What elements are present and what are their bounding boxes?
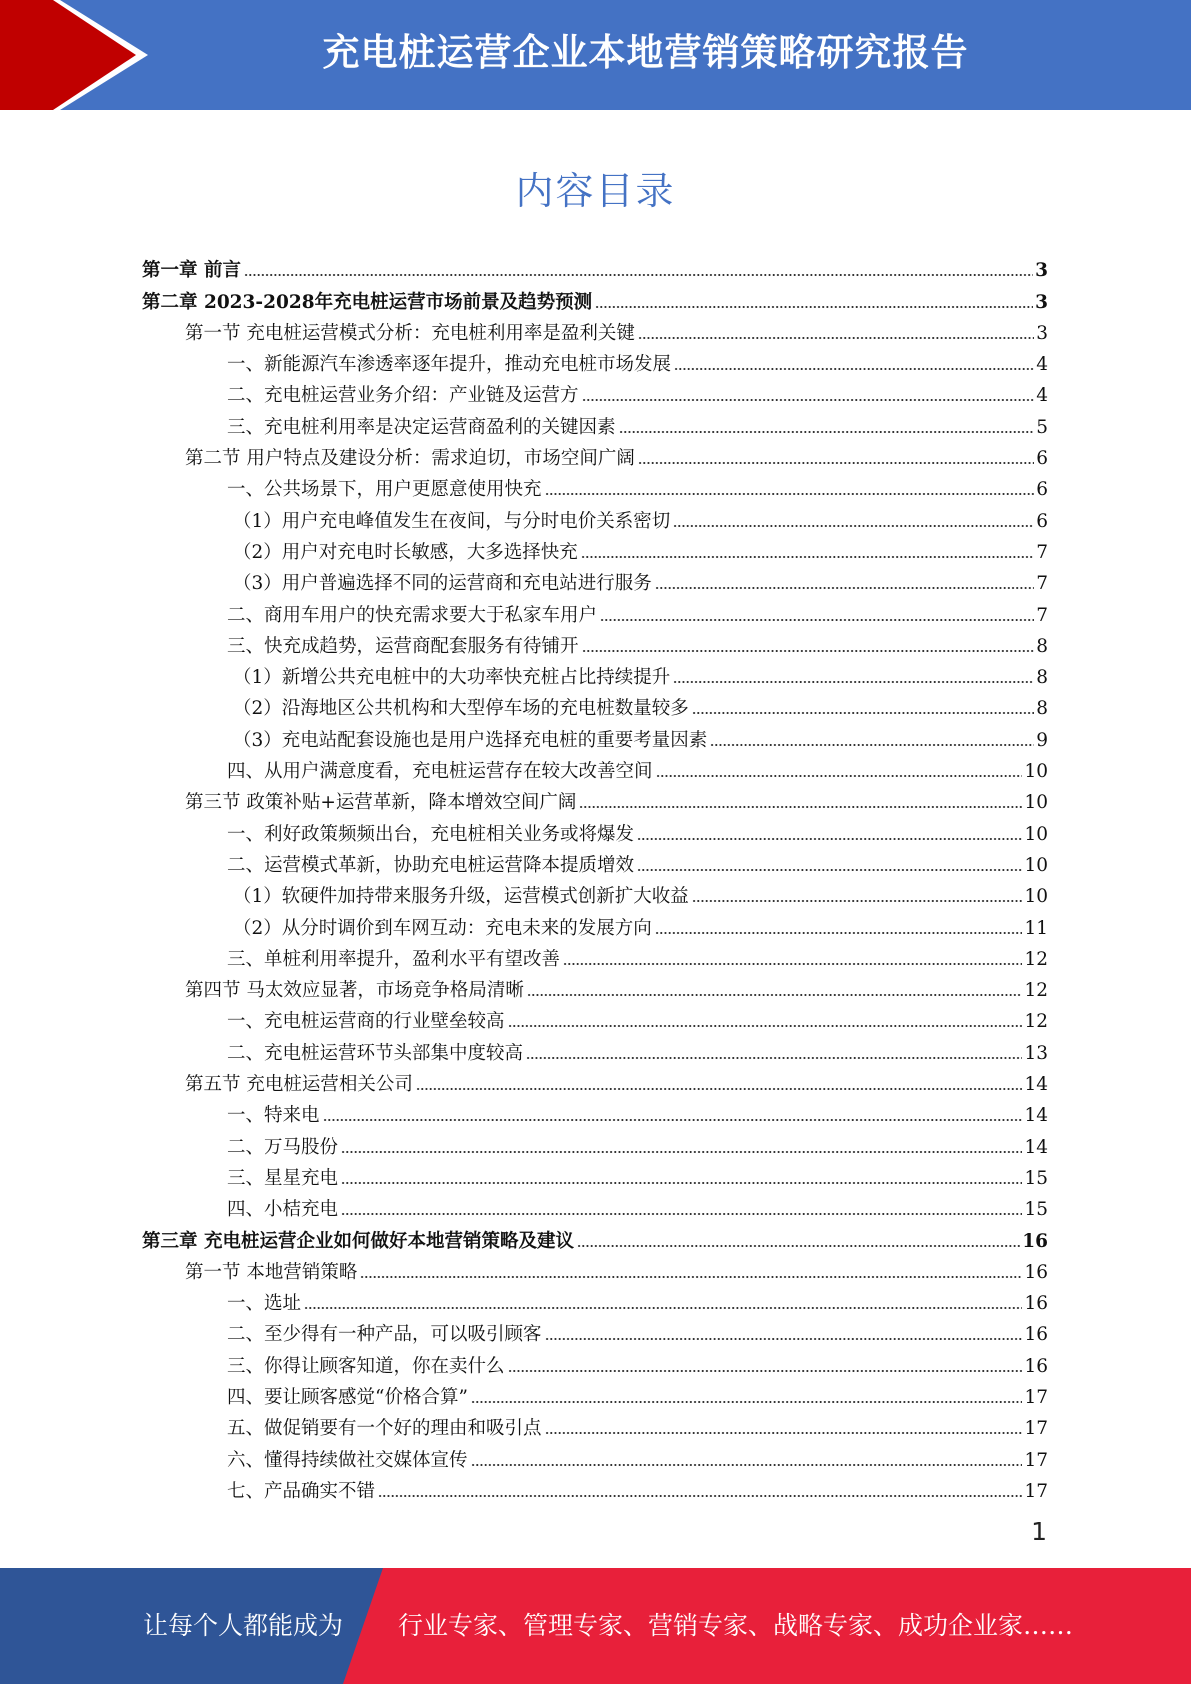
toc-entry[interactable] <box>142 1255 1048 1286</box>
toc-entry-page: 3 <box>1035 260 1048 282</box>
toc-entry[interactable] <box>142 409 1048 440</box>
dot-leader <box>581 555 1034 559</box>
dot-leader <box>619 430 1035 434</box>
dot-leader <box>416 1087 1023 1091</box>
toc-entry-text: 四、从用户满意度看，充电桩运营存在较大改善空间 <box>227 761 653 783</box>
toc-entry-page: 7 <box>1036 604 1048 626</box>
toc-entry[interactable] <box>142 1192 1048 1223</box>
toc-heading: 内容目录 <box>515 169 676 213</box>
toc-entry-text: 四、要让顾客感觉“价格合算” <box>227 1386 468 1408</box>
toc-entry-page: 10 <box>1024 886 1048 908</box>
toc-entry-text: 第五节 充电桩运营相关公司 <box>185 1074 413 1096</box>
toc-entry[interactable] <box>142 629 1048 660</box>
dot-leader <box>378 1494 1022 1498</box>
dot-leader <box>655 931 1023 935</box>
dot-leader <box>545 492 1035 496</box>
toc-entry-page: 4 <box>1036 385 1048 407</box>
toc-entry-text: 一、特来电 <box>227 1105 320 1127</box>
toc-entry-page: 15 <box>1024 1167 1048 1189</box>
toc-entry[interactable] <box>142 441 1048 472</box>
dot-leader <box>341 1181 1022 1185</box>
toc-entry-text: 一、公共场景下，用户更愿意使用快充 <box>227 479 542 501</box>
toc-entry-page: 10 <box>1024 761 1048 783</box>
toc-entry-page: 6 <box>1036 479 1048 501</box>
toc-entry-text: （1）新增公共充电桩中的大功率快充桩占比持续提升 <box>233 667 671 689</box>
toc-entry-page: 16 <box>1024 1293 1048 1315</box>
toc-entry[interactable] <box>142 1035 1048 1066</box>
dot-leader <box>673 680 1034 684</box>
dot-leader <box>508 1024 1023 1028</box>
toc-entry-text: 第三节 政策补贴+运营革新，降本增效空间广阔 <box>185 792 577 814</box>
toc-entry-page: 12 <box>1024 980 1048 1002</box>
toc-entry-text: 二、充电桩运营环节头部集中度较高 <box>227 1042 524 1064</box>
toc-entry[interactable] <box>142 1223 1048 1254</box>
toc-entry[interactable] <box>142 785 1048 816</box>
toc-entry-text: 第一节 本地营销策略 <box>185 1261 358 1283</box>
toc-entry[interactable] <box>142 378 1048 409</box>
toc-entry[interactable] <box>142 1411 1048 1442</box>
dot-leader <box>545 1431 1023 1435</box>
toc-entry[interactable] <box>142 879 1048 910</box>
toc-entry-text: 二、至少得有一种产品，可以吸引顾客 <box>227 1324 542 1346</box>
toc-entry-page: 16 <box>1024 1324 1048 1346</box>
toc-entry-page: 8 <box>1036 667 1048 689</box>
toc-entry-text: 第一节 充电桩运营模式分析：充电桩利用率是盈利关键 <box>185 322 635 344</box>
toc-entry-text: 六、懂得持续做社交媒体宣传 <box>227 1449 468 1471</box>
table-of-contents <box>142 253 1048 1505</box>
dot-leader <box>582 398 1035 402</box>
page-number: 1 <box>1031 1517 1047 1546</box>
toc-entry[interactable] <box>142 1004 1048 1035</box>
toc-entry[interactable] <box>142 253 1048 284</box>
toc-entry-page: 3 <box>1036 322 1048 344</box>
toc-entry-text: 一、利好政策频频出台，充电桩相关业务或将爆发 <box>227 823 635 845</box>
dot-leader <box>563 962 1022 966</box>
toc-entry[interactable] <box>142 910 1048 941</box>
dot-leader <box>508 1369 1023 1373</box>
toc-entry-text: 一、选址 <box>227 1293 302 1315</box>
toc-entry-page: 14 <box>1024 1136 1048 1158</box>
toc-entry-page: 12 <box>1024 948 1048 970</box>
toc-entry[interactable] <box>142 1067 1048 1098</box>
toc-entry-page: 16 <box>1024 1261 1048 1283</box>
dot-leader <box>526 1056 1022 1060</box>
toc-entry-page: 10 <box>1024 854 1048 876</box>
toc-entry-text: （3）用户普遍选择不同的运营商和充电站进行服务 <box>233 573 652 595</box>
dot-leader <box>655 586 1034 590</box>
toc-entry-page: 10 <box>1024 792 1048 814</box>
dot-leader <box>341 1212 1022 1216</box>
dot-leader <box>637 837 1022 841</box>
dot-leader <box>710 743 1034 747</box>
toc-entry-text: 二、运营模式革新，协助充电桩运营降本提质增效 <box>227 854 635 876</box>
toc-entry[interactable] <box>142 1129 1048 1160</box>
toc-entry-page: 17 <box>1024 1480 1048 1502</box>
toc-entry[interactable] <box>142 848 1048 879</box>
toc-entry-text: 三、单桩利用率提升，盈利水平有望改善 <box>227 948 561 970</box>
toc-entry-text: 四、小桔充电 <box>227 1199 339 1221</box>
toc-entry[interactable] <box>142 1474 1048 1505</box>
toc-entry-text: 第一章 前言 <box>142 260 241 282</box>
toc-entry[interactable] <box>142 347 1048 378</box>
toc-entry-page: 7 <box>1036 573 1048 595</box>
toc-entry[interactable] <box>142 316 1048 347</box>
toc-entry-page: 16 <box>1024 1355 1048 1377</box>
toc-entry-page: 15 <box>1024 1199 1048 1221</box>
toc-entry-text: 二、充电桩运营业务介绍：产业链及运营方 <box>227 385 579 407</box>
toc-entry[interactable] <box>142 1317 1048 1348</box>
dot-leader <box>692 711 1034 715</box>
toc-entry-page: 3 <box>1035 291 1048 313</box>
dot-leader <box>638 336 1034 340</box>
toc-entry-text: （2）从分时调价到车网互动：充电未来的发展方向 <box>233 917 652 939</box>
toc-entry[interactable] <box>142 1442 1048 1473</box>
toc-entry-page: 13 <box>1024 1042 1048 1064</box>
dot-leader <box>527 993 1023 997</box>
toc-entry-text: （1）软硬件加持带来服务升级，运营模式创新扩大收益 <box>233 886 689 908</box>
toc-entry-page: 8 <box>1036 635 1048 657</box>
toc-entry[interactable] <box>142 754 1048 785</box>
toc-entry-page: 9 <box>1036 729 1048 751</box>
footer-slogan-left: 让每个人都能成为 <box>143 1611 344 1640</box>
toc-entry[interactable] <box>142 597 1048 628</box>
toc-entry-text: （2）沿海地区公共机构和大型停车场的充电桩数量较多 <box>233 698 689 720</box>
dot-leader <box>674 367 1034 371</box>
toc-entry-text: 第二节 用户特点及建设分析：需求迫切，市场空间广阔 <box>185 448 635 470</box>
dot-leader <box>341 1150 1022 1154</box>
toc-entry-text: 二、万马股份 <box>227 1136 339 1158</box>
toc-entry-page: 16 <box>1022 1230 1048 1252</box>
dot-leader <box>638 461 1034 465</box>
toc-entry-page: 6 <box>1036 510 1048 532</box>
toc-entry[interactable] <box>142 503 1048 534</box>
dot-leader <box>595 305 1033 309</box>
dot-leader <box>304 1306 1022 1310</box>
toc-entry-text: 三、星星充电 <box>227 1167 339 1189</box>
toc-entry-page: 17 <box>1024 1418 1048 1440</box>
red-arrow-decoration <box>0 0 150 110</box>
toc-entry-text: 第三章 充电桩运营企业如何做好本地营销策略及建议 <box>142 1230 574 1252</box>
toc-entry[interactable] <box>142 1098 1048 1129</box>
dot-leader <box>637 868 1022 872</box>
toc-entry-text: 一、充电桩运营商的行业壁垒较高 <box>227 1011 505 1033</box>
toc-entry[interactable] <box>142 973 1048 1004</box>
toc-entry-page: 10 <box>1024 823 1048 845</box>
dot-leader <box>244 273 1033 277</box>
footer-banner <box>0 1568 1191 1684</box>
dot-leader <box>360 1275 1022 1279</box>
toc-entry[interactable] <box>142 942 1048 973</box>
toc-entry-text: 二、商用车用户的快充需求要大于私家车用户 <box>227 604 598 626</box>
report-title: 充电桩运营企业本地营销策略研究报告 <box>322 31 969 74</box>
toc-entry-text: 三、你得让顾客知道，你在卖什么 <box>227 1355 505 1377</box>
toc-entry[interactable] <box>142 1348 1048 1379</box>
toc-entry[interactable] <box>142 660 1048 691</box>
dot-leader <box>471 1400 1023 1404</box>
dot-leader <box>692 899 1023 903</box>
dot-leader <box>656 774 1023 778</box>
toc-entry-text: 五、做促销要有一个好的理由和吸引点 <box>227 1418 542 1440</box>
toc-entry-page: 4 <box>1036 354 1048 376</box>
dot-leader <box>471 1463 1023 1467</box>
toc-entry-page: 7 <box>1036 541 1048 563</box>
toc-entry-text: 三、快充成趋势，运营商配套服务有待铺开 <box>227 635 579 657</box>
toc-entry-page: 17 <box>1024 1386 1048 1408</box>
dot-leader <box>579 805 1022 809</box>
toc-entry-page: 11 <box>1024 917 1048 939</box>
toc-entry[interactable] <box>142 722 1048 753</box>
footer-slogan-right: 行业专家、管理专家、营销专家、战略专家、成功企业家…… <box>398 1611 1074 1640</box>
toc-entry-page: 14 <box>1024 1105 1048 1127</box>
toc-entry[interactable] <box>142 691 1048 722</box>
toc-entry-page: 14 <box>1024 1074 1048 1096</box>
toc-entry-page: 5 <box>1036 416 1048 438</box>
toc-entry[interactable] <box>142 1286 1048 1317</box>
toc-entry[interactable] <box>142 566 1048 597</box>
toc-entry-page: 6 <box>1036 448 1048 470</box>
toc-entry[interactable] <box>142 535 1048 566</box>
toc-entry[interactable] <box>142 816 1048 847</box>
dot-leader <box>600 618 1034 622</box>
toc-entry-page: 8 <box>1036 698 1048 720</box>
dot-leader <box>582 649 1035 653</box>
toc-entry-text: （2）用户对充电时长敏感，大多选择快充 <box>233 541 578 563</box>
toc-entry-text: 七、产品确实不错 <box>227 1480 376 1502</box>
toc-entry[interactable] <box>142 284 1048 315</box>
toc-entry-text: （3）充电站配套设施也是用户选择充电桩的重要考量因素 <box>233 729 708 751</box>
toc-entry-page: 17 <box>1024 1449 1048 1471</box>
toc-entry-text: 一、新能源汽车渗透率逐年提升，推动充电桩市场发展 <box>227 354 672 376</box>
toc-entry-text: 三、充电桩利用率是决定运营商盈利的关键因素 <box>227 416 616 438</box>
toc-entry-text: 第四节 马太效应显著，市场竞争格局清晰 <box>185 980 524 1002</box>
dot-leader <box>323 1118 1023 1122</box>
toc-entry[interactable] <box>142 1161 1048 1192</box>
dot-leader <box>673 524 1034 528</box>
dot-leader <box>545 1337 1023 1341</box>
toc-entry-text: （1）用户充电峰值发生在夜间，与分时电价关系密切 <box>233 510 671 532</box>
dot-leader <box>577 1244 1020 1248</box>
toc-entry[interactable] <box>142 472 1048 503</box>
header-banner <box>0 0 1191 110</box>
toc-entry-page: 12 <box>1024 1011 1048 1033</box>
toc-entry[interactable] <box>142 1380 1048 1411</box>
toc-entry-text: 第二章 2023-2028年充电桩运营市场前景及趋势预测 <box>142 291 593 313</box>
